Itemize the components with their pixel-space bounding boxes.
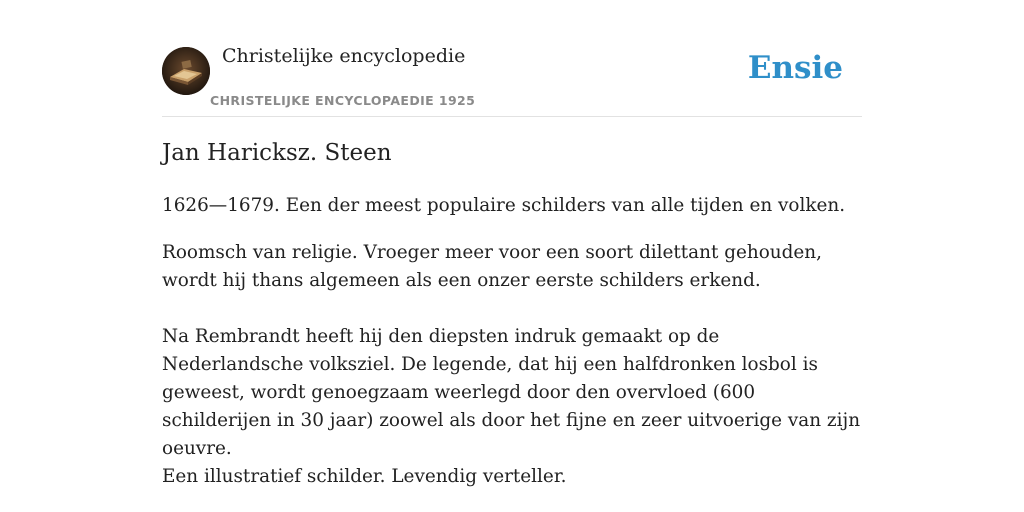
source-name[interactable]: Christelijke encyclopedie xyxy=(222,45,466,67)
article-paragraph: Een illustratief schilder. Levendig verteller. xyxy=(162,466,567,487)
book-thumbnail-icon xyxy=(162,47,210,95)
article-paragraph: Roomsch van religie. Vroeger meer voor een soort dilettant gehouden, wordt hij thans algemeen als een onzer eerste schilders erkend. xyxy=(162,242,822,291)
article-paragraph: 1626—1679. Een der meest populaire schilders van alle tijden en volken. xyxy=(162,195,846,216)
article-paragraph: Na Rembrandt heeft hij den diepsten indruk gemaakt op de Nederlandsche volksziel. De legende, dat hij een halfdronken losbol is geweest, wordt genoegzaam weerlegd door den overvloed (600 schilderijen in 30 jaar) zoowel als door het fijne en zeer uitvoerige van zijn oeuvre. xyxy=(162,326,861,459)
source-avatar[interactable] xyxy=(162,47,210,95)
source-subtitle[interactable]: CHRISTELIJKE ENCYCLOPAEDIE 1925 xyxy=(210,93,476,108)
header xyxy=(162,0,862,117)
article-title: Jan Haricksz. Steen xyxy=(162,140,392,166)
brand-logo[interactable]: Ensie xyxy=(747,50,843,86)
